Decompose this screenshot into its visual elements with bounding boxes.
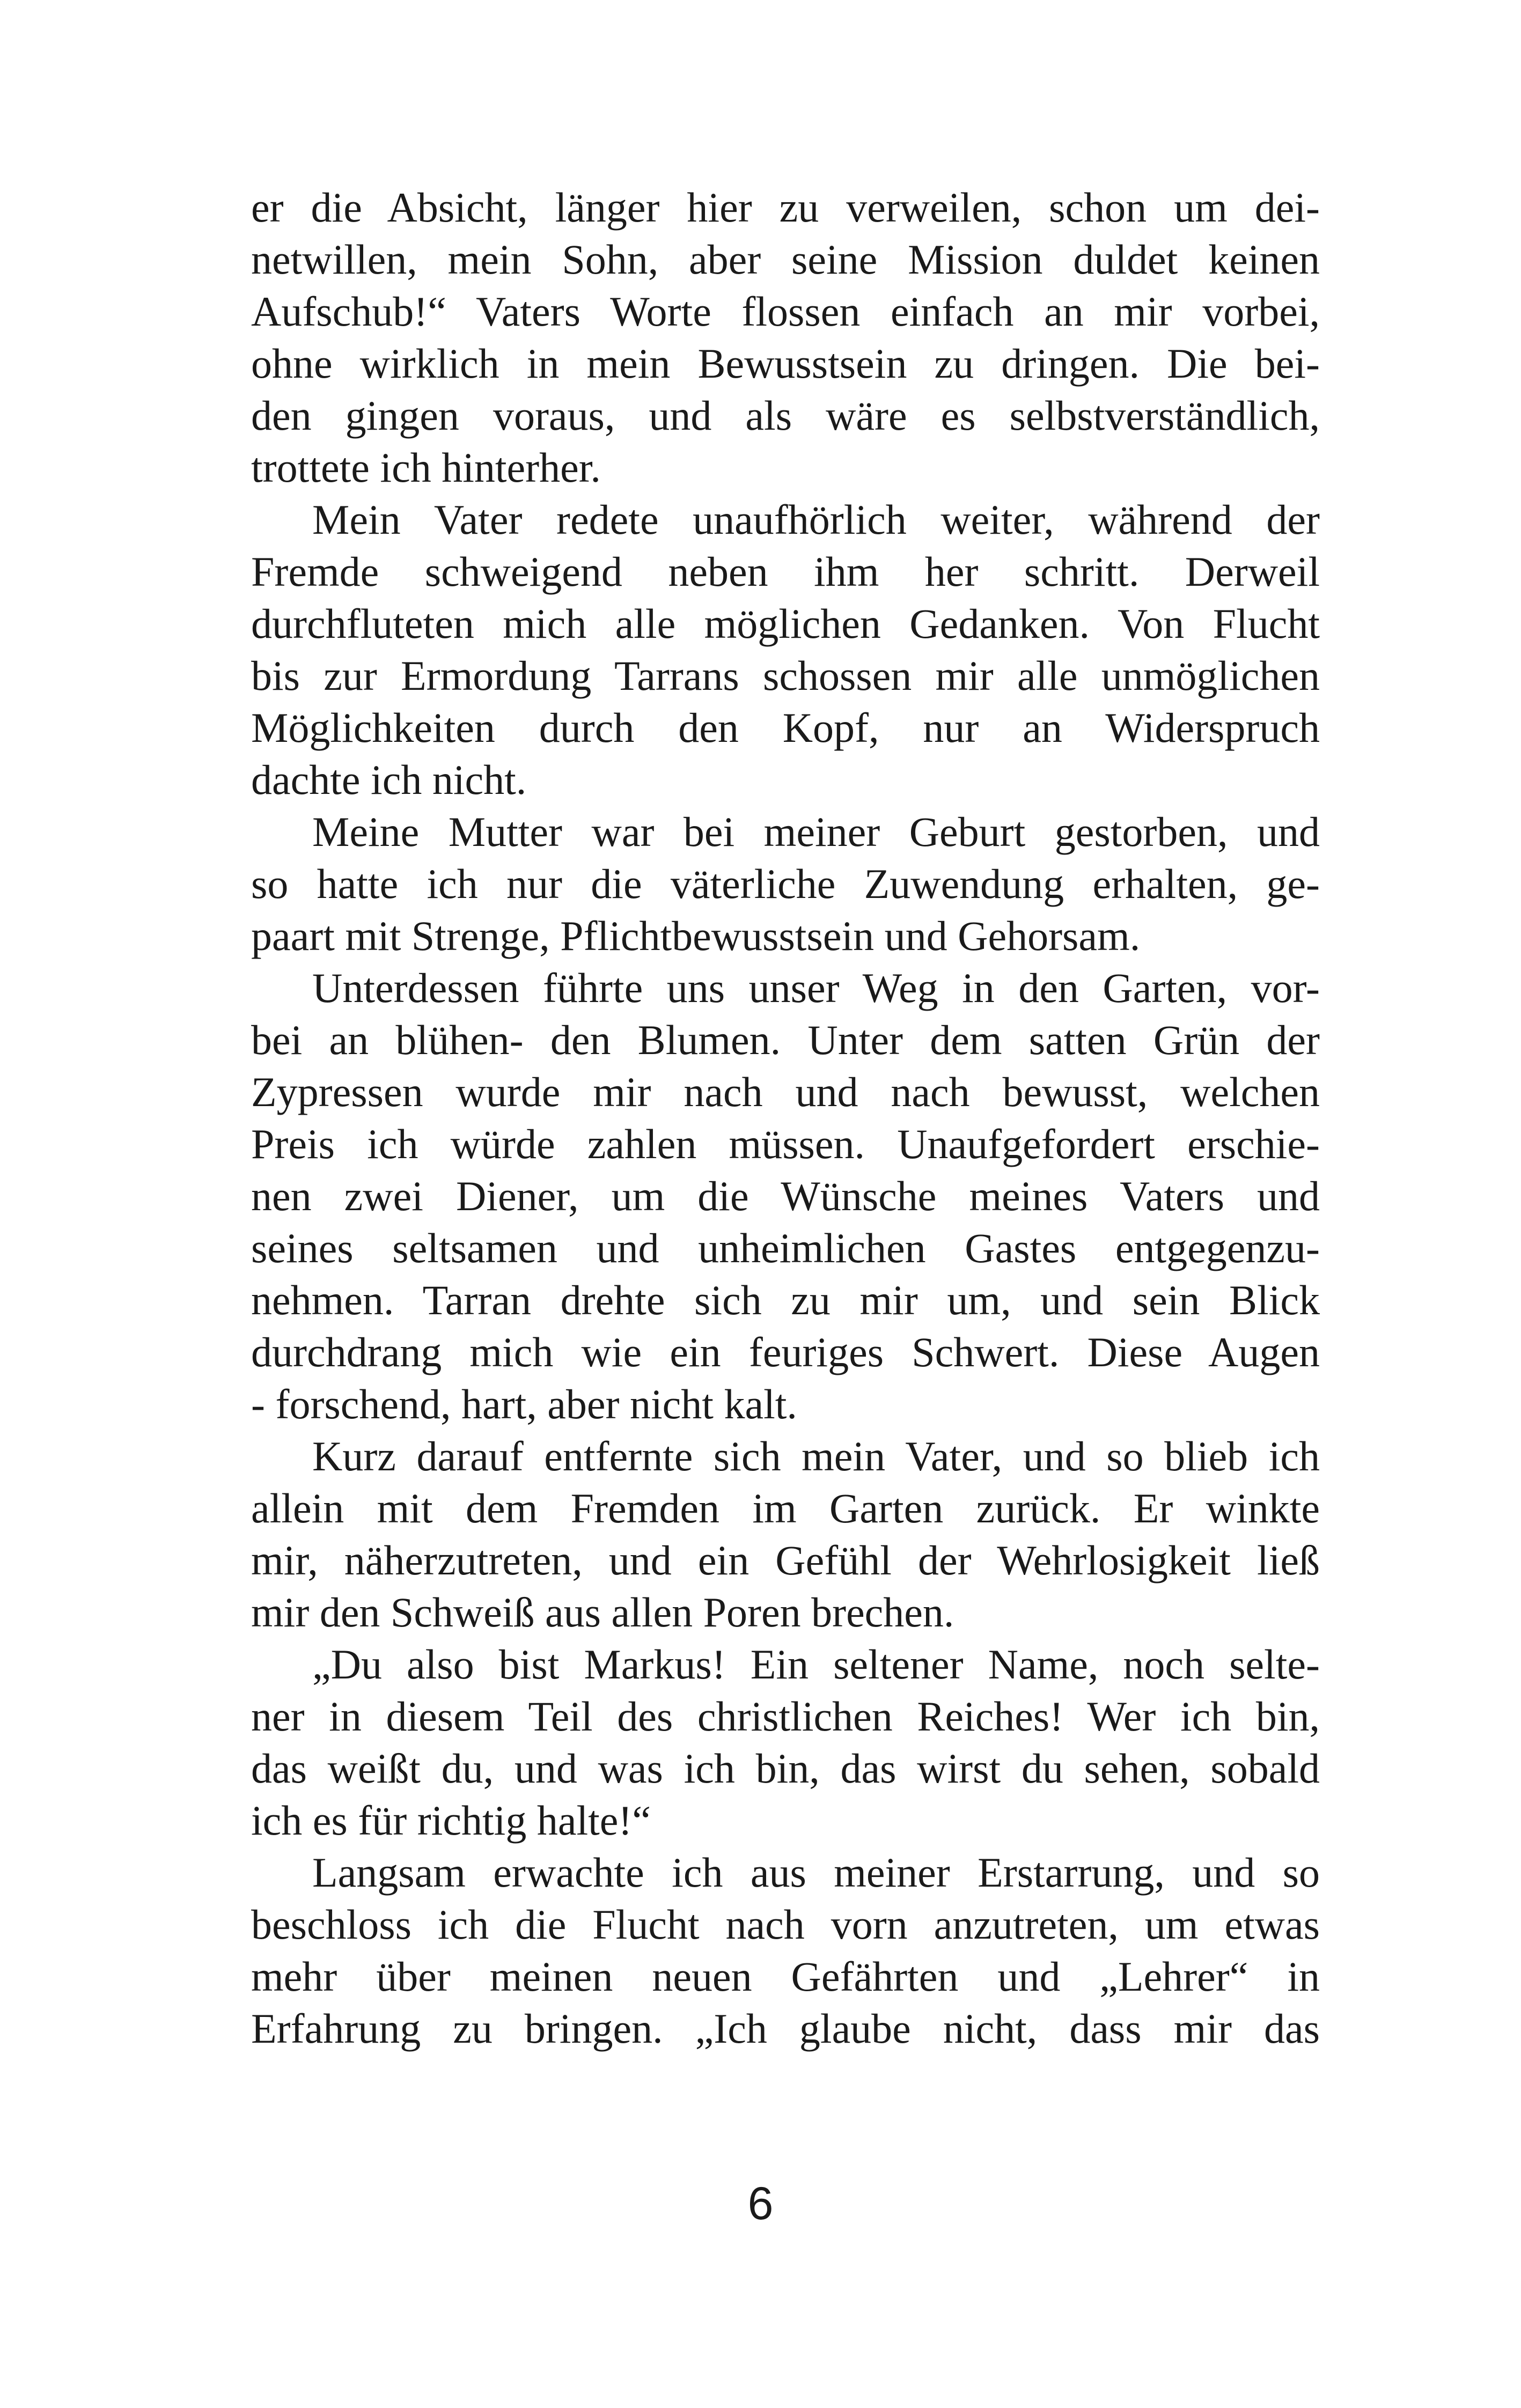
text-line: ich es für richtig halte!“ [251,1797,651,1844]
text-line: so hatte ich nur die väterliche Zuwendung erhalten, ge- [251,860,1320,907]
text-line: seines seltsamen und unheimlichen Gastes entgegenzu- [251,1225,1320,1271]
text-line: das weißt du, und was ich bin, das wirst du sehen, sobald [251,1745,1320,1792]
paragraph [251,962,1320,1430]
text-line: beschloss ich die Flucht nach vorn anzutreten, um etwas [251,1901,1320,1948]
paragraph [251,494,1320,806]
text-line: mir den Schweiß aus allen Poren brechen. [251,1589,954,1636]
text-line: bei an blühen- den Blumen. Unter dem satten Grün der [251,1017,1320,1063]
text-line: allein mit dem Fremden im Garten zurück. Er winkte [251,1485,1320,1531]
body-text [251,181,1320,2054]
text-line: Mein Vater redete unaufhörlich weiter, während der [312,496,1320,543]
text-line: er die Absicht, länger hier zu verweilen, schon um dei- [251,184,1320,231]
text-line: mehr über meinen neuen Gefährten und „Lehrer“ in [251,1953,1320,2000]
text-line: Langsam erwachte ich aus meiner Erstarrung, und so [312,1849,1320,1896]
text-line: Meine Mutter war bei meiner Geburt gestorben, und [312,808,1320,855]
paragraph [251,1430,1320,1638]
text-line: - forschend, hart, aber nicht kalt. [251,1381,797,1427]
text-line: Erfahrung zu bringen. „Ich glaube nicht, dass mir das [251,2005,1320,2052]
text-line: trottete ich hinterher. [251,444,601,491]
text-line: Möglichkeiten durch den Kopf, nur an Widerspruch [251,704,1320,751]
paragraph [251,806,1320,962]
text-line: Kurz darauf entfernte sich mein Vater, und so blieb ich [312,1433,1320,1479]
text-line: durchfluteten mich alle möglichen Gedanken. Von Flucht [251,600,1320,647]
text-line: Preis ich würde zahlen müssen. Unaufgefordert erschie- [251,1121,1320,1167]
text-line: durchdrang mich wie ein feuriges Schwert. Diese Augen [251,1329,1320,1375]
paragraph [251,1638,1320,1846]
text-line: Unterdessen führte uns unser Weg in den Garten, vor- [312,964,1320,1011]
text-line: bis zur Ermordung Tarrans schossen mir alle unmöglichen [251,652,1320,699]
page-number: 6 [747,2178,774,2229]
text-line: ner in diesem Teil des christlichen Reiches! Wer ich bin, [251,1693,1320,1740]
text-line: paart mit Strenge, Pflichtbewusstsein und Gehorsam. [251,912,1141,959]
text-line: Aufschub!“ Vaters Worte flossen einfach an mir vorbei, [251,288,1320,335]
text-line: Fremde schweigend neben ihm her schritt. Derweil [251,548,1320,595]
text-line: „Du also bist Markus! Ein seltener Name, noch selte- [312,1641,1320,1688]
text-line: Zypressen wurde mir nach und nach bewusst, welchen [251,1069,1320,1115]
text-line: dachte ich nicht. [251,756,527,803]
paragraph [251,1846,1320,2054]
text-line: ohne wirklich in mein Bewusstsein zu dringen. Die bei- [251,340,1320,387]
text-line: den gingen voraus, und als wäre es selbstverständlich, [251,392,1320,439]
text-line: netwillen, mein Sohn, aber seine Mission duldet keinen [251,236,1320,283]
text-line: nen zwei Diener, um die Wünsche meines Vaters und [251,1173,1320,1219]
text-line: nehmen. Tarran drehte sich zu mir um, und sein Blick [251,1277,1320,1323]
paragraph [251,181,1320,494]
text-line: mir, näherzutreten, und ein Gefühl der Wehrlosigkeit ließ [251,1537,1320,1584]
